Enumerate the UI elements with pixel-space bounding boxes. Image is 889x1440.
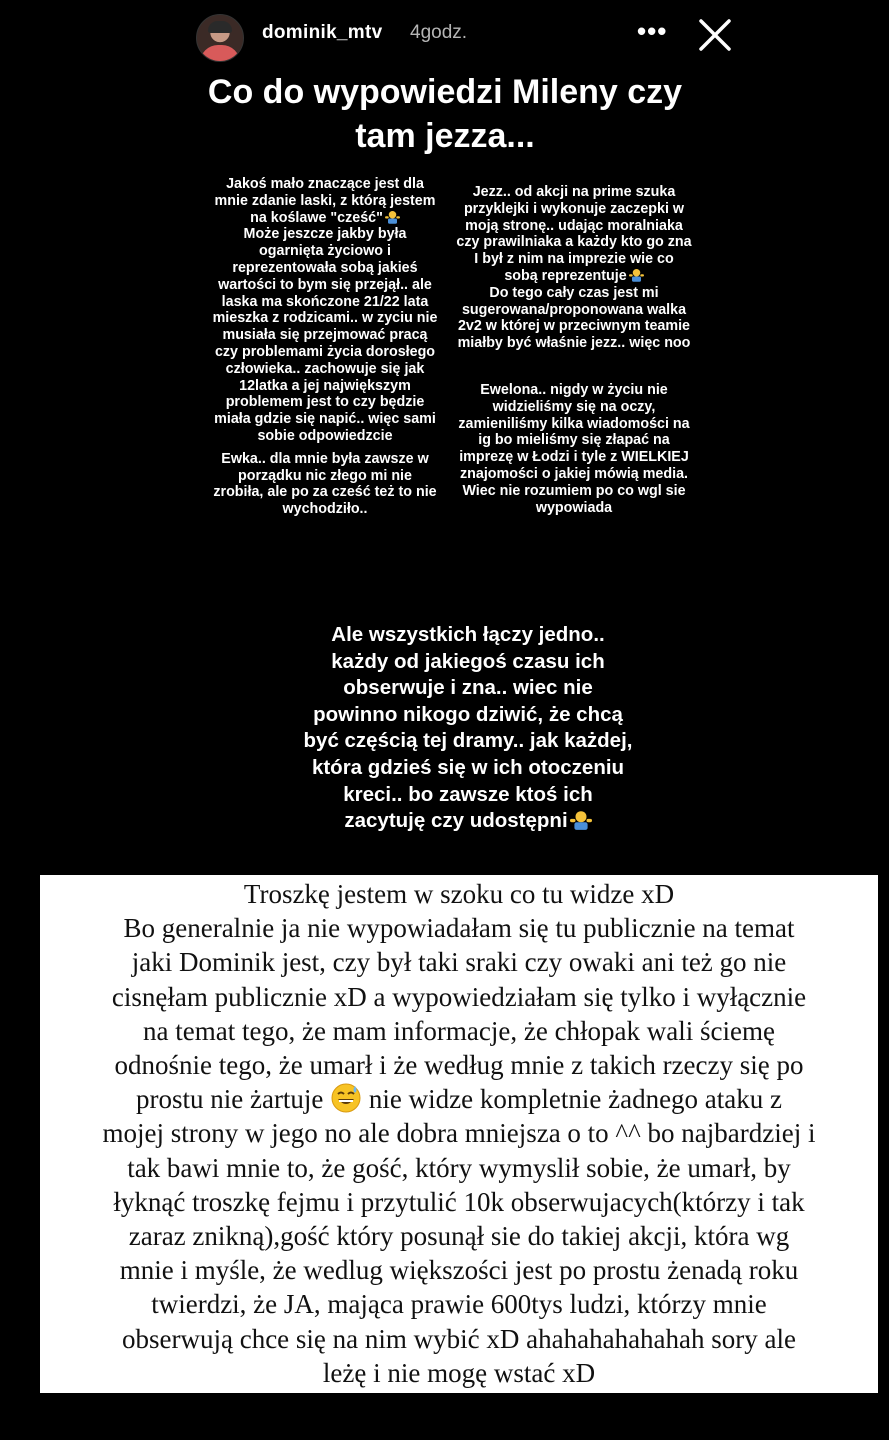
quote-line: odnośnie tego, że umarł i że według mnie z takich rzeczy się po	[114, 1050, 804, 1081]
quote-line: twierdzi, że JA, mająca prawie 600tys ludzi, którzy mnie	[151, 1289, 767, 1320]
quote-line-with-emoji: prostu nie żartuje nie widze kompletnie żadnego ataku z	[135, 1084, 783, 1115]
quote-line: mnie i myśle, że wedlug większości jest po prostu żenadą roku	[119, 1255, 799, 1286]
right-paragraph-2: Do tego cały czas jest mi sugerowana/proponowana walka 2v2 w której w przeciwnym teamie miałby być właśnie jezz.. więc noo	[457, 284, 691, 352]
right-text-column	[456, 184, 692, 516]
post-time: 4godz.	[410, 22, 468, 43]
quote-line: leżę i nie mogę wstać xD	[322, 1357, 596, 1388]
quote-line: Troszkę jestem w szoku co tu widze xD	[243, 879, 675, 909]
quote-line: obserwują chce się na nim wybić xD ahahahahahahah sory ale	[122, 1323, 796, 1354]
right-paragraph-3: Ewelona.. nigdy w życiu nie widzieliśmy się na oczy, zamieniliśmy kilka wiadomości na ig bo mieliśmy się złapać na imprezę w Łodzi i tyle z WIELKIEJ znajomości o jakiej mówią media. Wiec nie rozumiem po co wgl sie wypowiada	[458, 381, 690, 516]
quote-line: zaraz znikną),gość który posunął sie do takiej akcji, która wg	[128, 1221, 790, 1252]
quoted-statement-box	[40, 875, 878, 1393]
story-header	[0, 0, 889, 72]
story-headline: Co do wypowiedzi Mileny czy tam jezza...	[207, 73, 683, 155]
quote-line: na temat tego, że mam informacje, że chłopak wali ściemę	[143, 1015, 775, 1046]
quote-line: Bo generalnie ja nie wypowiadałam się tu publicznie na temat	[123, 913, 795, 944]
shrug-emoji-icon	[385, 210, 400, 224]
more-options-icon[interactable]: •••	[637, 16, 668, 46]
shrug-emoji-icon	[570, 810, 592, 830]
left-paragraph-2: Może jeszcze jakby była ogarnięta życiowo i reprezentowała sobą jakieś wartości to bym się przejął.. ale laska ma skończone 21/22 lata mieszka z rodzicami.. w zyciu nie musiała się przejmować pracą czy problemami życia dorosłego człowieka.. zachowuje się jak 12latka a jej największym problemem jest to czy będzie miała gdzie się napić.. więc sami sobie odpowiedzcie	[212, 226, 438, 444]
shrug-emoji-icon	[629, 268, 644, 282]
right-paragraph-1: Jezz.. od akcji na prime szuka przyklejki i wykonuje zaczepki w moją stronę.. udając moralniaka czy prawilniaka a każdy kto go zna I był z nim na imprezie wie co sobą reprezentuje	[456, 184, 692, 284]
quote-line: mojej strony w jego no ale dobra mniejsza o to ^^ bo najbardziej i	[102, 1118, 816, 1149]
quote-line: łyknąć troszkę fejmu i przytulić 10k obserwujacych(którzy i tak	[113, 1186, 805, 1217]
sweat-smile-emoji-icon	[330, 1082, 362, 1114]
quote-line: cisnęłam publicznie xD a wypowiedziałam się tylko i wyłącznie	[111, 981, 807, 1012]
username[interactable]: dominik_mtv	[262, 22, 383, 43]
quote-line: tak bawi mnie to, że gość, który wymyslił sobie, że umarł, by	[127, 1152, 791, 1183]
avatar[interactable]	[196, 14, 244, 62]
left-paragraph-1: Jakoś mało znaczące jest dla mnie zdanie laski, z którą jestem na koślawe "cześć"	[214, 176, 436, 226]
close-icon[interactable]	[697, 17, 733, 53]
left-paragraph-3: Ewka.. dla mnie była zawsze w porządku nic złego mi nie zrobiła, ale po za cześć też to nie wychodziło..	[213, 450, 437, 518]
quote-line: jaki Dominik jest, czy był taki sraki czy owaki ani też go nie	[131, 947, 787, 978]
left-text-column	[212, 176, 438, 518]
middle-text: Ale wszystkich łączy jedno.. każdy od jakiegoś czasu ich obserwuje i zna.. wiec nie powinno nikogo dziwić, że chcą być częścią tej dramy.. jak każdej, która gdzieś się w ich otoczeniu kreci.. bo zawsze ktoś ich zacytuję czy udostępni	[303, 623, 633, 833]
